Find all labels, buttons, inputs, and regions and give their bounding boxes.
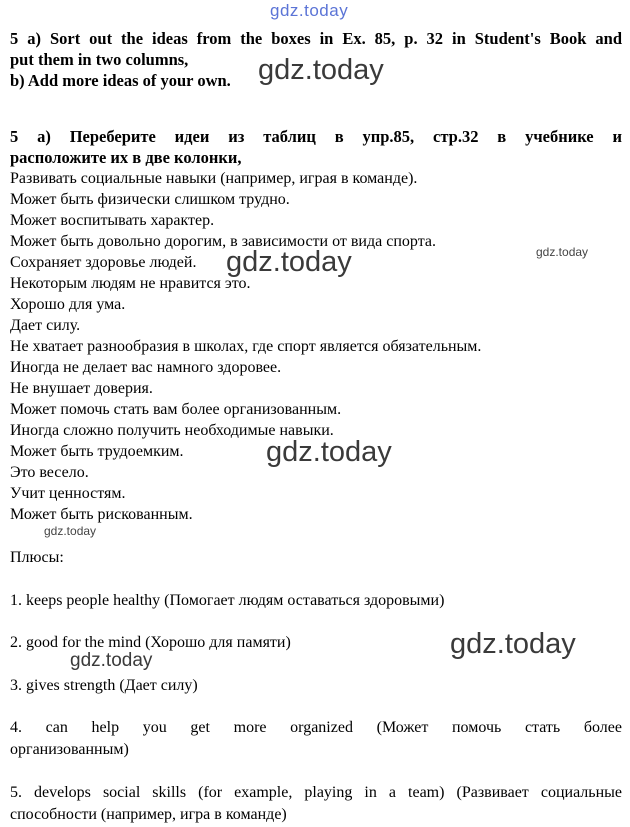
idea-line: Может быть физически слишком трудно. — [10, 191, 290, 208]
watermark: gdz.today — [450, 628, 576, 660]
idea-line: Может быть трудоемким. — [10, 443, 184, 460]
idea-line: Может воспитывать характер. — [10, 212, 215, 229]
idea-line: Не внушает доверия. — [10, 380, 153, 397]
watermark-small: gdz.today — [44, 524, 97, 538]
idea-line: Сохраняет здоровье людей. — [10, 254, 197, 271]
idea-line: Может быть довольно дорогим, в зависимости от вида спорта. — [10, 233, 436, 250]
idea-line: Иногда не делает вас намного здоровее. — [10, 359, 282, 376]
watermark: gdz.today — [70, 650, 153, 671]
task-ru-line1: 5 а) Переберите идеи из таблиц в упр.85, стр.32 в учебнике и — [10, 127, 622, 146]
idea-line: Развивать социальные навыки (например, играя в команде). — [10, 170, 418, 187]
idea-line: Хорошо для ума. — [10, 296, 126, 313]
idea-line: Это весело. — [10, 464, 89, 481]
idea-line: Может быть рискованным. — [10, 506, 193, 523]
pro-item-1: 1. keeps people healthy (Помогает людям оставаться здоровыми) — [10, 592, 445, 609]
watermark-top: gdz.today — [270, 1, 349, 20]
idea-line: Дает силу. — [10, 317, 81, 334]
idea-line: Иногда сложно получить необходимые навыки. — [10, 422, 334, 439]
task-en-line3: b) Add more ideas of your own. — [10, 71, 231, 90]
pro-item-4-line1: 4. can help you get more organized (Может помочь стать более — [10, 719, 622, 736]
task-heading-ru — [10, 126, 622, 168]
idea-line: Не хватает разнообразия в школах, где спорт является обязательным. — [10, 338, 482, 355]
pro-item-4 — [10, 717, 622, 761]
pro-item-5 — [10, 782, 622, 826]
idea-line: Учит ценностям. — [10, 485, 126, 502]
pro-item-2: 2. good for the mind (Хорошо для памяти) — [10, 634, 291, 651]
pro-item-5-line1: 5. develops social skills (for example, playing in a team) (Развивает социальные — [10, 784, 622, 801]
ideas-list — [10, 168, 622, 525]
pro-item-5-line2: способности (например, игра в команде) — [10, 806, 287, 823]
pro-item-4-line2: организованным) — [10, 741, 129, 758]
watermark-small: gdz.today — [536, 245, 589, 259]
pro-item-3: 3. gives strength (Дает силу) — [10, 677, 198, 694]
task-en-line1: 5 a) Sort out the ideas from the boxes in Ex. 85, p. 32 in Student's Book and — [10, 29, 622, 48]
watermark: gdz.today — [266, 436, 392, 468]
watermark: gdz.today — [226, 246, 352, 278]
watermark: gdz.today — [258, 54, 384, 86]
task-heading-en — [10, 28, 622, 91]
task-ru-line2: расположите их в две колонки, — [10, 148, 242, 167]
pros-heading: Плюсы: — [10, 549, 64, 566]
idea-line: Может помочь стать вам более организованным. — [10, 401, 342, 418]
task-en-line2: put them in two columns, — [10, 50, 189, 69]
idea-line: Некоторым людям не нравится это. — [10, 275, 251, 292]
